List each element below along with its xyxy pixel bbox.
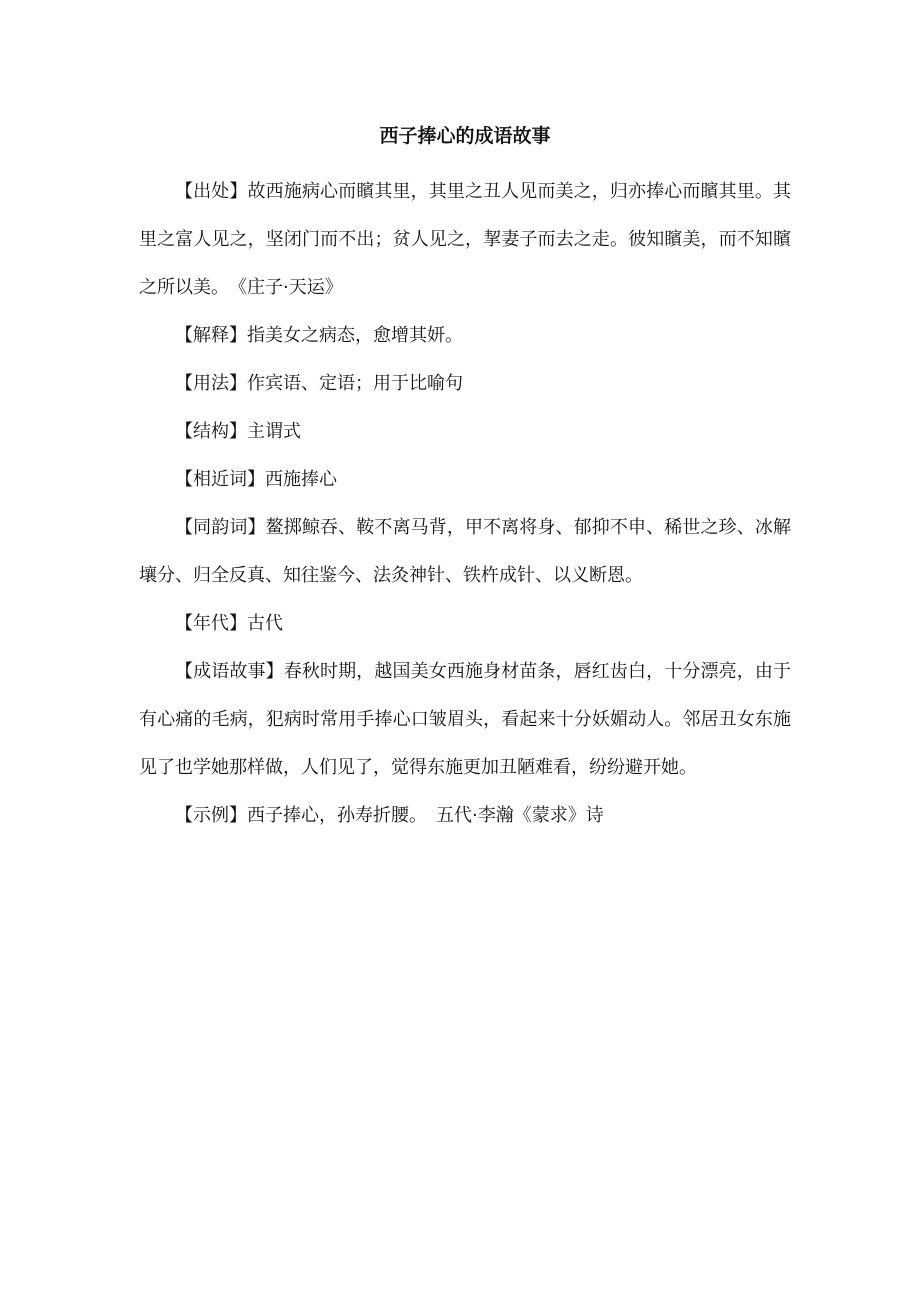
section-usage bbox=[139, 360, 791, 408]
section-label: 【出处】 bbox=[175, 181, 248, 202]
section-label: 【用法】 bbox=[175, 373, 247, 394]
section-synonyms bbox=[139, 456, 791, 504]
section-label: 【解释】 bbox=[175, 325, 247, 346]
section-story bbox=[139, 648, 791, 792]
section-rhymes bbox=[139, 504, 791, 600]
section-label: 【同韵词】 bbox=[175, 517, 266, 538]
section-text: 西子捧心，孙寿折腰。 五代·李瀚《蒙求》诗 bbox=[247, 805, 604, 826]
section-text: 指美女之病态，愈增其妍。 bbox=[247, 325, 463, 346]
section-label: 【结构】 bbox=[175, 421, 247, 442]
section-text: 鳌掷鲸吞、鞍不离马背，甲不离将身、郁抑不申、稀世之珍、冰解壤分、归全反真、知往鉴今、法灸神针、铁杵成针、以义断恩。 bbox=[139, 517, 792, 586]
section-text: 西施捧心 bbox=[265, 469, 337, 490]
section-text: 古代 bbox=[247, 613, 283, 634]
document-body bbox=[139, 120, 791, 840]
section-example bbox=[139, 792, 791, 840]
section-structure bbox=[139, 408, 791, 456]
section-label: 【成语故事】 bbox=[175, 661, 284, 682]
section-label: 【示例】 bbox=[175, 805, 247, 826]
section-text: 故西施病心而矉其里，其里之丑人见而美之，归亦捧心而矉其里。其里之富人见之，坚闭门而不出；贫人见之，挈妻子而去之走。彼知矉美，而不知矉之所以美。 《庄子·天运》 bbox=[139, 181, 791, 298]
section-text: 主谓式 bbox=[247, 421, 301, 442]
section-label: 【相近词】 bbox=[175, 469, 265, 490]
section-label: 【年代】 bbox=[175, 613, 247, 634]
section-text: 春秋时期，越国美女西施身材苗条，唇红齿白，十分漂亮，由于有心痛的毛病，犯病时常用手捧心口皱眉头，看起来十分妖媚动人。邻居丑女东施见了也学她那样做，人们见了，觉得东施更加丑陋难看，纷纷避开她。 bbox=[139, 661, 792, 778]
section-explanation bbox=[139, 312, 791, 360]
section-source bbox=[139, 168, 791, 312]
section-era bbox=[139, 600, 791, 648]
section-text: 作宾语、定语；用于比喻句 bbox=[247, 373, 463, 394]
document-title: 西子捧心的成语故事 bbox=[379, 125, 551, 147]
